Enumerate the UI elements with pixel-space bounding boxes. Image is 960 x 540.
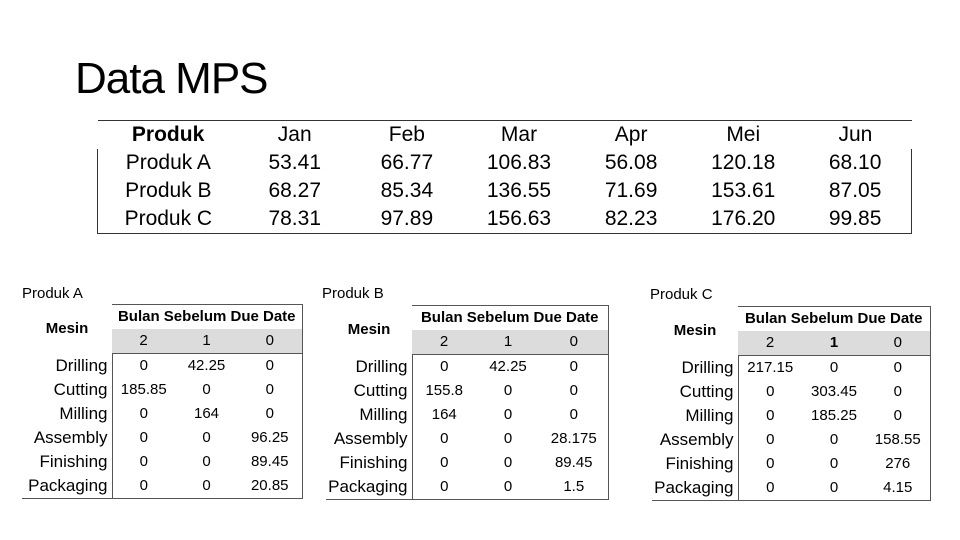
cell: 0 [540,379,608,403]
machine-name: Drilling [55,355,108,375]
table-row [22,426,302,450]
cell: 0 [503,430,513,447]
machine-name: Finishing [339,453,408,472]
mps-cell: 87.05 [799,177,911,205]
machine-name: Packaging [22,474,112,499]
mps-header-month: Jan [239,121,351,150]
cell: 0 [866,404,930,428]
table-row [652,380,930,404]
cell: 4.15 [866,476,930,501]
produk-a-label: Produk A [22,285,83,302]
mps-cell: 120.18 [711,151,776,174]
machine-name: Milling [59,404,108,423]
cell: 0 [202,381,211,398]
mps-cell: 53.41 [268,151,322,174]
cell: 0 [866,356,930,381]
machine-name: Cutting [53,380,108,399]
cell: 89.45 [540,451,608,475]
cell: 0 [112,402,175,426]
cell: 0 [112,450,175,474]
cell: 0 [202,453,211,470]
table-row [652,428,930,452]
col-header: 2 [412,330,476,355]
machine-name: Drilling [355,356,408,376]
table-row [326,355,608,380]
cell: 185.85 [112,378,175,402]
col-header: 1 [802,331,866,356]
table-row [326,379,608,403]
cell: 158.55 [866,428,930,452]
cell: 0 [738,380,802,404]
table-row [98,177,912,205]
cell: 0 [175,474,238,499]
cell: 0 [476,475,540,500]
cell: 0 [202,429,211,446]
table-row [98,205,912,234]
cell: 42.25 [187,357,226,374]
cell: 0 [829,431,839,448]
produk-a-table [22,304,303,499]
table-row [326,427,608,451]
mps-cell: 68.27 [268,179,322,202]
group-header: Bulan Sebelum Due Date [112,305,302,330]
col-header: 2 [738,331,802,356]
cell: 155.8 [412,379,476,403]
cell: 0 [829,455,839,472]
mps-table [97,120,912,234]
mps-cell: 82.23 [575,205,687,234]
cell: 0 [738,476,802,501]
machine-name: Milling [359,405,408,424]
table-row [22,474,302,499]
table-row [22,354,302,379]
cell: 164 [412,403,476,427]
cell: 303.45 [811,383,857,400]
machine-name: Finishing [39,452,108,471]
table-row [652,452,930,476]
machine-name: Assembly [33,428,108,447]
cell: 0 [738,452,802,476]
mps-cell: 56.08 [604,151,658,174]
cell: 28.175 [540,427,608,451]
mps-row-label: Produk B [98,177,239,205]
machine-name: Assembly [333,429,408,448]
cell: 0 [238,402,302,426]
mps-header-month: Mei [687,121,799,150]
table-row [22,378,302,402]
mps-header-produk: Produk [98,121,239,150]
machine-name: Milling [685,406,734,425]
table-row [326,475,608,500]
mps-cell: 85.34 [380,179,434,202]
mps-cell: 153.61 [711,179,776,202]
col-header: 2 [112,329,175,354]
mps-cell: 66.77 [380,151,434,174]
mesin-header: Mesin [673,322,717,339]
cell: 276 [866,452,930,476]
cell: 0 [738,428,802,452]
mps-header-month: Mar [463,121,575,150]
cell: 0 [738,404,802,428]
mps-cell: 97.89 [351,205,463,234]
cell: 0 [503,454,513,471]
cell: 217.15 [738,356,802,381]
mps-header-month: Feb [351,121,463,150]
produk-c-label: Produk C [650,286,713,303]
mesin-header: Mesin [347,321,391,338]
mps-cell: 156.63 [463,205,575,234]
mps-row-label: Produk A [98,149,239,177]
machine-name: Packaging [326,475,412,500]
col-header: 0 [866,331,930,356]
table-row [98,149,912,177]
mps-cell: 71.69 [604,179,658,202]
mps-header-month: Jun [799,121,911,150]
cell: 0 [112,426,175,450]
cell: 1.5 [540,475,608,500]
table-row [326,451,608,475]
table-row [326,403,608,427]
cell: 0 [503,406,513,423]
cell: 0 [412,427,476,451]
machine-name: Packaging [652,476,738,501]
produk-c-table [652,306,931,501]
cell: 0 [412,355,476,380]
group-header: Bulan Sebelum Due Date [412,306,608,331]
page-title: Data MPS [75,54,268,103]
machine-name: Drilling [681,357,734,377]
machine-name: Assembly [659,430,734,449]
cell: 0 [540,403,608,427]
mps-cell: 176.20 [687,205,799,234]
cell: 96.25 [238,426,302,450]
cell: 0 [802,476,866,501]
machine-name: Cutting [353,381,408,400]
mps-cell: 78.31 [239,205,351,234]
cell: 185.25 [811,407,857,424]
cell: 0 [412,475,476,500]
cell: 89.45 [238,450,302,474]
cell: 164 [193,405,220,422]
machine-name: Cutting [679,382,734,401]
cell: 20.85 [238,474,302,499]
mesin-header: Mesin [45,320,89,337]
cell: 0 [829,359,839,376]
col-header: 0 [540,330,608,355]
table-row [652,476,930,501]
table-row [22,450,302,474]
mps-cell: 136.55 [486,179,552,202]
cell: 42.25 [489,358,527,375]
cell: 0 [503,382,513,399]
produk-b-table [326,305,609,500]
cell: 0 [238,354,302,379]
col-header: 0 [238,329,302,354]
col-header: 1 [175,329,238,354]
table-row [22,402,302,426]
mps-cell: 68.10 [799,149,911,177]
cell: 0 [238,378,302,402]
table-row [652,404,930,428]
mps-cell: 99.85 [799,205,911,234]
mps-row-label: Produk C [98,205,239,234]
cell: 0 [112,474,175,499]
mps-header-month: Apr [575,121,687,150]
cell: 0 [112,354,175,379]
cell: 0 [866,380,930,404]
table-row [652,356,930,381]
cell: 0 [412,451,476,475]
group-header: Bulan Sebelum Due Date [738,307,930,332]
produk-b-label: Produk B [322,285,384,302]
mps-cell: 106.83 [486,151,552,174]
col-header: 1 [476,330,540,355]
cell: 0 [540,355,608,380]
machine-name: Finishing [665,454,734,473]
